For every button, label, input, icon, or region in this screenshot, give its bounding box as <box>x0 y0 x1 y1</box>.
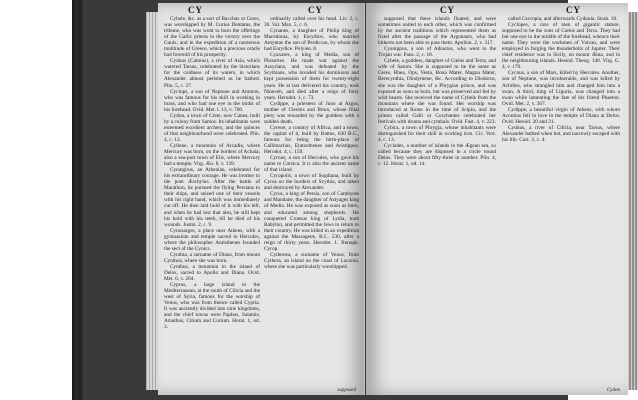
dictionary-entry: Cyprus, a large island in the Mediterranean, at the south of Cilicia and the west of Syria, famous for the worship of Venus, who was from thence called Cypria. It was anciently divided into nine kingdoms, and the chief towns were Paphos, Salamis, Amathus, Citium and Curium. Horat. 1, od. 3. <box>164 282 260 331</box>
right-page-stack <box>628 12 638 390</box>
dictionary-entry: Cydnus (Calmus), a river of Asia, which watered Tarsus, celebrated by the historians for the coldness of its waters, in which Alexander almost perished as he bathed. Plin. 5, c. 27. <box>164 58 260 89</box>
dictionary-entry: Cyllene, a mountain of Arcadia, where Mercury was born, on the borders of Achaia; also a sea-port town of Elis, where Mercury had a temple. Virg. Æn. 8, v. 139. <box>164 142 260 168</box>
dictionary-entry: Cynægirus, an Athenian, celebrated for his extraordinary courage. He was brother to the poet Æschylus. After the battle of Marathon, he pursued the flying Persians to their ships, and seized one of their vessels with his right hand, which was immediately cut off. He then laid hold of it with his left, and when he had lost that also, he still kept his hold with his teeth, till he died of his wounds. Justin. 2, c. 9. <box>164 167 260 228</box>
left-page-catchword: supposed <box>337 388 356 393</box>
dictionary-entry: Cyclops, a son of Neptune and Ammon, who was famous for his skill in working in brass, and who had one eye in the midst of his forehead. Ovid. Met. l. 13, v. 760. <box>164 88 260 113</box>
dictionary-entry: Cynthia, a surname of Diana, from mount Cynthus, where she was born. <box>164 251 260 264</box>
left-page-column-2 <box>264 16 359 390</box>
dictionary-entry: Cydnus, a river of Cilicia, near Tarsus, where Alexander bathed when hot, and narrowly escaped with his life. Curt. 3, c. 4. <box>502 124 620 143</box>
dictionary-entry: Cyrnus, a son of Hercules, who gave his name to Corsica. It is also the ancient name of that island. <box>264 155 359 174</box>
left-page-stack <box>146 12 158 390</box>
dictionary-entry: called Cecropia, and afterwards Cydonia. Strab. 10. <box>508 16 618 22</box>
left-page-header-right: CY <box>308 5 323 15</box>
dictionary-entry: Cyclades, a number of islands in the Ægean sea, so called because they are disposed in a circle round Delos. They were about fifty-three in number. Plin. 4, c. 12. Horat. 1, od. 14. <box>378 142 496 168</box>
dictionary-entry: Cyanippus, a son of Adrastus, who went to the Trojan war. Paus. 2, c. 18. <box>378 46 496 59</box>
dictionary-entry: Cydippe, a beautiful virgin of Athens, with whom Acontius fell in love in the temple of Diana at Delos. Ovid. Heroid. 20 and 21. <box>502 106 620 125</box>
right-page-catchword: Cydon <box>606 388 620 393</box>
dictionary-entry: Cynosarges, a place near Athens, with a gymnasium and temple sacred to Hercules, where the philosopher Antisthenes founded the sect of the Cynics. <box>164 227 260 252</box>
dictionary-entry: Cyropolis, a town of Sogdiana, built by Cyrus on the borders of Scythia, and taken and destroyed by Alexander. <box>264 173 359 192</box>
dictionary-entry: Cydon, a town of Crete, now Canea, built by a colony from Samos. Its inhabitants were esteemed excellent archers, and the quinces of that neighbourhood were celebrated. Plin. 4, c. 12. <box>164 112 260 143</box>
dictionary-entry: Cyclopes, a race of men of gigantic stature, supposed to be the sons of Cœlus and Terra. They had but one eye in the middle of the forehead, whence their name. They were the workmen of Vulcan, and were employed in forging the thunderbolts of Jupiter. Their chief residence was in Sicily, on mount Ætna, and in the neighbouring islands. Hesiod. Theog. 140. Virg. G. 4, v. 170. <box>502 22 620 71</box>
dictionary-entry: Cynanes, a daughter of Philip king of Macedonia, by Eurydice, who married Amyntas the son of Perdiccas, by whom she had Eurydice. Polyæn. 8. <box>264 28 359 53</box>
dictionary-entry: ordinarily called over his head. Liv. 2, c. 36. Val. Max. 5, c. 6. <box>264 16 359 29</box>
right-page-column-2 <box>502 16 620 390</box>
left-page-column-1 <box>164 16 260 390</box>
dictionary-entry: Cydippe, a priestess of Juno at Argos, mother of Cleobis and Biton, whose filial piety was rewarded by the goddess with a sudden death. <box>264 100 359 125</box>
dictionary-entry: Cyrene, a country of Africa, and a town, the capital of it, built by Battus, 630 B.C., famous for being the birth-place of Callimachus, Eratosthenes and Aristippus. Herodot. 4, c. 159. <box>264 124 359 156</box>
dictionary-entry: Cybira, a town of Phrygia, whose inhabitants were distinguished for their skill in working iron. Cic. Verr. 4, c. 13. <box>378 124 496 143</box>
right-page-column-1 <box>378 16 496 390</box>
dictionary-entry: Cybele, &c. as a sort of Bacchus or Ceres, was worshipped by M. Curius Dentatus, the tribune, who was wont to burn the offerings of the Gallic priests in the victory over the Gauls; and in the expedition of a numerous multitude of Greece, which a precious oracle had foretold of his prosperity. <box>164 16 260 59</box>
right-page <box>366 3 628 395</box>
left-page-header-left: CY <box>188 5 203 15</box>
right-page-header-right: CY <box>566 5 581 15</box>
right-page-header-left: CY <box>440 5 455 15</box>
book <box>72 0 620 400</box>
dictionary-entry: Cynthus, a mountain in the island of Delos, sacred to Apollo and Diana. Ovid. Met. 6, v. 204. <box>164 263 260 283</box>
dictionary-entry: Cyaxares, a king of Media, son of Phraortes. He made war against the Assyrians, and was defeated by the Scythians, who invaded his dominions and kept possession of them for twenty-eight years. He at last delivered his country, took Nineveh, and died after a reign of forty years. Herodot. 1, c. 73. <box>264 52 359 101</box>
dictionary-entry: Cytheræa, a surname of Venus, from Cythera, an island on the coast of Laconia, where she was particularly worshipped. <box>264 251 359 270</box>
dictionary-entry: Cybele, a goddess, daughter of Cœlus and Terra, and wife of Saturn. She is supposed to be the same as Ceres, Rhea, Ops, Vesta, Bona Mater, Magna Mater, Berecynthia, Dindymene, &c. According to Diodorus, she was the daughter of a Phrygian prince, and was exposed as soon as born, but was preserved and fed by wild beasts. She received the name of Cybele from the mountain where she was found. Her worship was introduced at Rome in the time of Scipio, and the priests called Galli or Corybantes celebrated her festivals with drums and cymbals. Ovid. Fast. 4, v. 223. <box>378 58 496 125</box>
dictionary-entry: Cycnus, a son of Mars, killed by Hercules. Another, son of Neptune, was invulnerable, and was killed by Achilles, who strangled him and changed him into a swan. A third, king of Liguria, was changed into a swan while lamenting the fate of his friend Phaeton. Ovid. Met. 2, v. 367. <box>502 70 620 107</box>
left-page <box>158 3 365 395</box>
dictionary-entry: supposed that these islands floated, and were sometimes united to each other, which was confirmed by the ancient traditions which represented them as fixed after the passage of the Argonauts, who had hitherto not been able to pass them. Apollon. 2, v. 317. <box>378 16 496 47</box>
dictionary-entry: Cyrus, a king of Persia, son of Cambyses and Mandane, the daughter of Astyages king of Media. He was exposed as soon as born, and educated among shepherds. He conquered Croesus king of Lydia, took Babylon, and permitted the Jews to return to their country. He was killed in an expedition against the Massagetæ, B.C. 530, after a reign of thirty years. Herodot. 1. Xenoph. Cyrop. <box>264 191 359 252</box>
